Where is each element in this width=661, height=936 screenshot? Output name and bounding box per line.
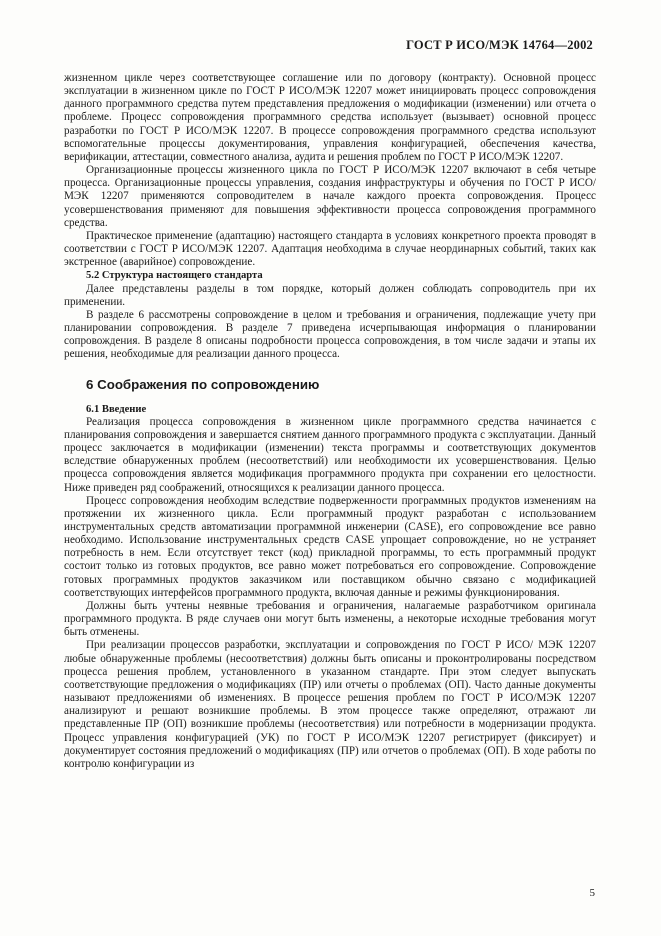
paragraph: жизненном цикле через соответствующее соглашение или по договору (контракту). Основной процесс эксплуатации в жизненном цикле по ГОСТ Р ИСО/МЭК 12207 может инициировать процесс сопровождения данного программного средства путем представления предложения о модификации (изменении) или отчета о проблеме. Процесс сопровождения программного средства использует (вызывает) основной процесс разработки по ГОСТ Р ИСО/МЭК 12207. В процессе сопровождения программного средства используют вспомогательные процессы документирования, управления конфигурацией, обеспечения качества, верификации, аттестации, совместного анализа, аудита и решения проблем по ГОСТ Р ИСО/МЭК 12207.	[64, 72, 596, 163]
paragraph: Организационные процессы жизненного цикла по ГОСТ Р ИСО/МЭК 12207 включают в себя четыре процесса. Организационные процессы управления, создания инфраструктуры и обучения по ГОСТ Р ИСО/МЭК 12207 применяются сопроводителем в начале каждого проекта сопровождения. Процесс усовершенствования применяют для повышения эффективности процесса сопровождения программного средства.	[64, 164, 596, 229]
page-number: 5	[589, 887, 595, 899]
paragraph: Практическое применение (адаптацию) настоящего стандарта в условиях конкретного проекта проводят в соответствии с ГОСТ Р ИСО/МЭК 12207. Адаптация необходима в случае неординарных событий, таких как экстренное (аварийное) сопровождение.	[64, 229, 596, 269]
paragraph: Далее представлены разделы в том порядке, который должен соблюдать сопроводитель при их применении.	[64, 282, 596, 308]
subsection-heading-5-2: 5.2 Структура настоящего стандарта	[86, 270, 263, 282]
paragraph: Должны быть учтены неявные требования и ограничения, налагаемые разработчиком оригинала программного продукта. В ряде случаев они могут быть изменены, а некоторые исходные требования могут быть отменены.	[64, 599, 596, 639]
paragraph: При реализации процессов разработки, эксплуатации и сопровождения по ГОСТ Р ИСО/ МЭК 12207 любые обнаруженные проблемы (несоответствия) должны быть описаны и проконтролированы посредством процесса решения проблем, установленного в указанном стандарте. При этом следует выпускать соответствующие предложения о модификациях (ПР) или отчеты о проблемах (ОП). Часто данные документы называют предложениями об изменениях. В процессе решения проблем по ГОСТ Р ИСО/МЭК 12207 анализируют и решают возникшие проблемы. В этом процессе также определяют, отражают ли представленные ПР (ОП) возникшие проблемы (несоответствия) или потребности в модернизации продукта. Процесс управления конфигурацией (УК) по ГОСТ Р ИСО/МЭК 12207 регистрирует (фиксирует) и документирует состояния предложений о модификациях (ПР) или отчетов о проблемах (ОП). В ходе работы по контролю конфигурации из	[64, 639, 596, 770]
subsection-heading-6-1: 6.1 Введение	[86, 403, 147, 415]
paragraph: В разделе 6 рассмотрены сопровождение в целом и требования и ограничения, подлежащие учету при планировании сопровождения. В разделе 7 приведена исчерпывающая информация о планировании сопровождения. В разделе 8 описаны подробности процесса сопровождения, в том числе задачи и этапы их решения, необходимые для реализации данного процесса.	[64, 308, 596, 361]
section-heading-6: 6 Соображения по сопровождению	[86, 377, 320, 393]
running-header: ГОСТ Р ИСО/МЭК 14764—2002	[406, 38, 593, 52]
paragraph: Реализация процесса сопровождения в жизненном цикле программного средства начинается с планирования сопровождения и завершается снятием данного программного продукта с эксплуатации. Данный процесс заключается в модификации (изменении) текста программы и соответствующих документов вследствие обнаруженных проблем (несоответствий) или необходимости их усовершенствования. Целью процесса сопровождения является модификация программного продукта при сохранении его целостности. Ниже приведен ряд соображений, относящихся к реализации данного процесса.	[64, 415, 596, 494]
document-body	[64, 72, 596, 771]
paragraph: Процесс сопровождения необходим вследствие подверженности программных продуктов изменениям на протяжении их жизненного цикла. Если программный продукт разработан с использованием инструментальных средств автоматизации программной инженерии (CASE), его сопровождение все равно необходимо. Использование инструментальных средств CASE упрощает сопровождение, но не устраняет потребность в нем. Если отсутствует текст (код) прикладной программы, то есть программный продукт состоит только из готовых продуктов, все равно может потребоваться его сопровождение. Сопровождение готовых программных продуктов заказчиком или поставщиком обычно связано с модификацией соответствующих интерфейсов программного продукта, включая данные и режимы функционирования.	[64, 494, 596, 599]
